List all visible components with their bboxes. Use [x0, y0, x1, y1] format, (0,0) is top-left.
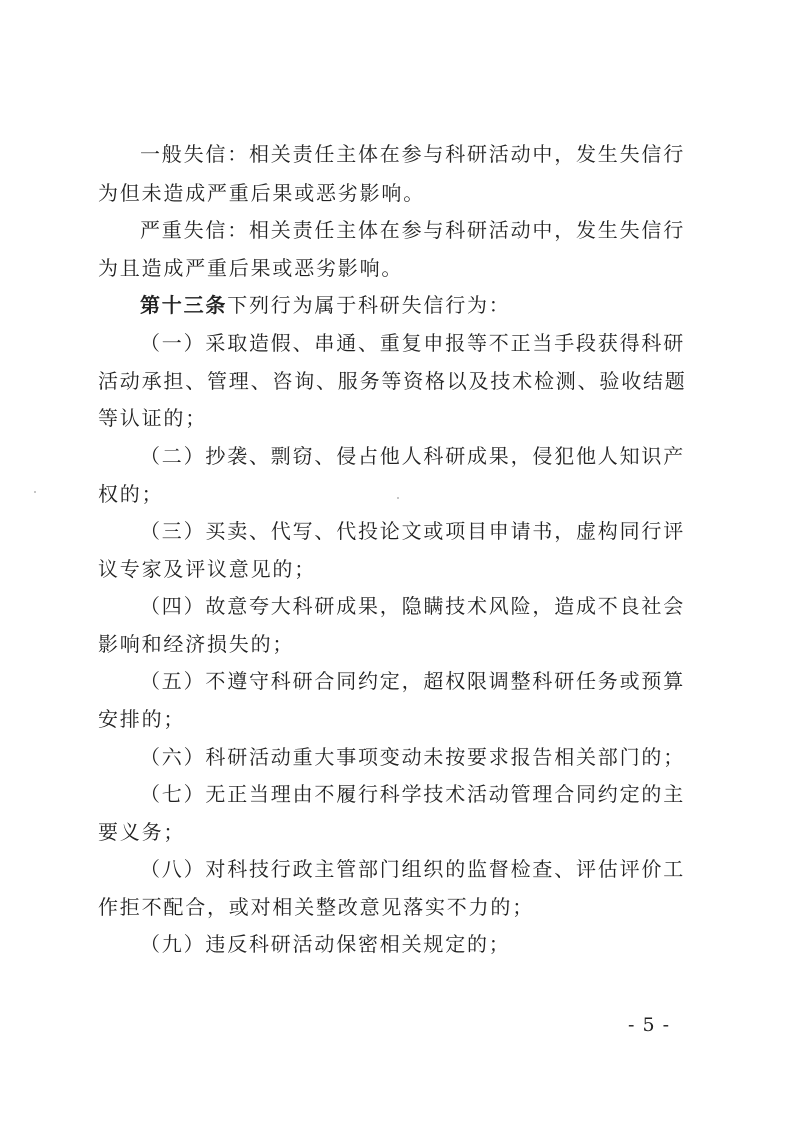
article-13-intro: 下列行为属于科研失信行为：	[227, 293, 511, 317]
item-5-line-1: （五）不遵守科研合同约定，超权限调整科研任务或预算	[140, 669, 685, 693]
item-5-line-2: 安排的；	[98, 707, 186, 731]
item-7-line-2: 要义务；	[98, 820, 186, 844]
item-6-line-1: （六）科研活动重大事项变动未按要求报告相关部门的；	[140, 745, 685, 769]
item-7-line-1: （七）无正当理由不履行科学技术活动管理合同约定的主	[140, 782, 685, 806]
item-3-line-2: 议专家及评议意见的；	[98, 557, 316, 581]
item-9-line-1: （九）违反科研活动保密相关规定的；	[140, 932, 511, 956]
serious-dishonesty-line-1: 严重失信：相关责任主体在参与科研活动中，发生失信行	[140, 218, 685, 242]
general-dishonesty-line-1: 一般失信：相关责任主体在参与科研活动中，发生失信行	[140, 142, 685, 166]
page-number: - 5 -	[628, 1014, 671, 1036]
item-2-line-1: （二）抄袭、剽窃、侵占他人科研成果，侵犯他人知识产	[140, 444, 685, 468]
general-dishonesty-line-2: 为但未造成严重后果或恶劣影响。	[98, 181, 425, 205]
item-2-line-2: 权的；	[98, 482, 164, 506]
item-8-line-2: 作拒不配合，或对相关整改意见落实不力的；	[98, 895, 534, 919]
item-1-line-2: 活动承担、管理、咨询、服务等资格以及技术检测、验收结题	[98, 369, 687, 393]
item-1-line-1: （一）采取造假、串通、重复申报等不正当手段获得科研	[140, 331, 685, 355]
article-13-title: 第十三条	[140, 293, 228, 317]
item-1-line-3: 等认证的；	[98, 406, 207, 430]
scan-speck	[397, 497, 399, 499]
item-8-line-1: （八）对科技行政主管部门组织的监督检查、评估评价工	[140, 857, 685, 881]
scan-speck	[34, 491, 36, 493]
item-4-line-1: （四）故意夸大科研成果，隐瞒技术风险，造成不良社会	[140, 594, 685, 618]
article-13-heading	[140, 290, 740, 320]
item-4-line-2: 影响和经济损失的；	[98, 632, 295, 656]
serious-dishonesty-line-2: 为且造成严重后果或恶劣影响。	[98, 256, 404, 280]
item-3-line-1: （三）买卖、代写、代投论文或项目申请书，虚构同行评	[140, 519, 685, 543]
